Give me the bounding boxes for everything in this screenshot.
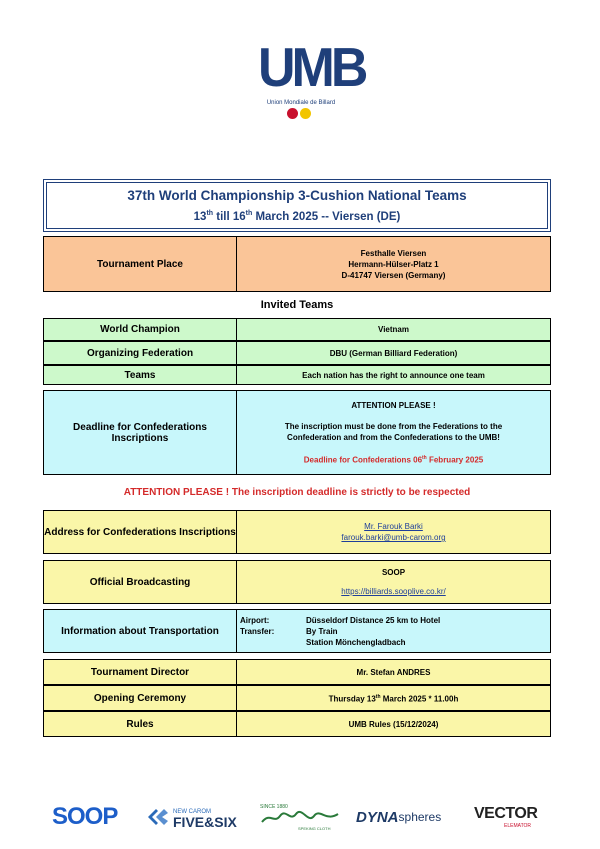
contact-email-link[interactable]: farouk.barki@umb-carom.org [341, 533, 446, 542]
director-row [43, 659, 551, 685]
rules-value: UMB Rules (15/12/2024) [348, 719, 439, 729]
sponsor-strip [50, 800, 550, 834]
address-label: Address for Confederations Inscriptions [44, 511, 237, 553]
broadcast-label: Official Broadcasting [44, 561, 237, 603]
broadcast-url-link[interactable]: https://billiards.sooplive.co.kr/ [341, 587, 446, 596]
umb-logo [258, 37, 365, 128]
attention-text: ATTENTION PLEASE ! [351, 400, 436, 410]
organizing-federation-label: Organizing Federation [44, 342, 237, 364]
broadcast-row [43, 560, 551, 604]
ceremony-row [43, 685, 551, 711]
logo-subtitle: Union Mondiale de Billard [266, 100, 336, 106]
five-six-emblem-icon [146, 805, 170, 829]
soop-logo: SOOP [52, 803, 118, 830]
deadline-warning: ATTENTION PLEASE ! The inscription deadline is strictly to be respected [123, 487, 471, 498]
red-ball-icon [287, 108, 298, 119]
teams-value: Each nation has the right to announce one team [302, 370, 485, 380]
tournament-place-value: Festhalle Viersen Hermann-Hülser-Platz 1 D-41747 Viersen (Germany) [341, 248, 446, 280]
contact-name-link[interactable]: Mr. Farouk Barki [364, 522, 423, 531]
world-champion-label: World Champion [44, 319, 237, 340]
transport-value: Airport: Düsseldorf Distance 25 km to Hotel Transfer: By Train Station Mönchengladbach [240, 615, 441, 647]
vector-logo: VECTOR ELEMATOR [474, 805, 538, 829]
organizing-federation-row [43, 341, 551, 365]
logo-dots [258, 108, 344, 120]
five-six-logo: NEW CAROM FIVE&SIX [146, 800, 237, 834]
invited-teams-heading: Invited Teams [260, 299, 334, 311]
championship-dates: 13th till 16th March 2025 -- Viersen (DE) [193, 210, 401, 223]
confederation-deadline: Deadline for Confederations 06th February 2025 [303, 454, 484, 465]
rules-label: Rules [44, 712, 237, 736]
signature-icon [260, 810, 340, 826]
teams-row [43, 365, 551, 385]
broadcaster-name: SOOP [381, 568, 406, 577]
tournament-place-row [43, 236, 551, 292]
inscription-text: The inscription must be done from the Federations to the Confederation and from the Confederations to the UMB! [284, 421, 503, 442]
deadline-row [43, 390, 551, 475]
world-champion-value: Vietnam [378, 325, 409, 334]
dynaspheres-logo: DYNA spheres [356, 808, 442, 826]
ceremony-value: Thursday 13th March 2025 * 11.00h [328, 693, 459, 704]
world-champion-row [43, 318, 551, 341]
address-row [43, 510, 551, 554]
transport-row [43, 609, 551, 653]
rules-row [43, 711, 551, 737]
logo-mark: UMB [258, 37, 365, 99]
deadline-label: Deadline for Confederations Inscriptions [44, 391, 237, 474]
ceremony-label: Opening Ceremony [44, 686, 237, 710]
title-box [43, 179, 551, 232]
organizing-federation-value: DBU (German Billiard Federation) [329, 348, 458, 358]
teams-label: Teams [44, 366, 237, 384]
transport-label: Information about Transportation [44, 610, 237, 652]
deadline-value [237, 391, 550, 474]
broadcast-value [237, 561, 550, 603]
signature-cloth-logo: SINCE 1880 SPEKING CLOTH [260, 800, 340, 834]
tournament-place-label: Tournament Place [44, 237, 237, 291]
championship-title: 37th World Championship 3-Cushion National Teams [127, 188, 467, 203]
yellow-ball-icon [300, 108, 311, 119]
director-label: Tournament Director [44, 660, 237, 684]
director-value: Mr. Stefan ANDRES [356, 667, 431, 677]
address-value [237, 511, 550, 553]
